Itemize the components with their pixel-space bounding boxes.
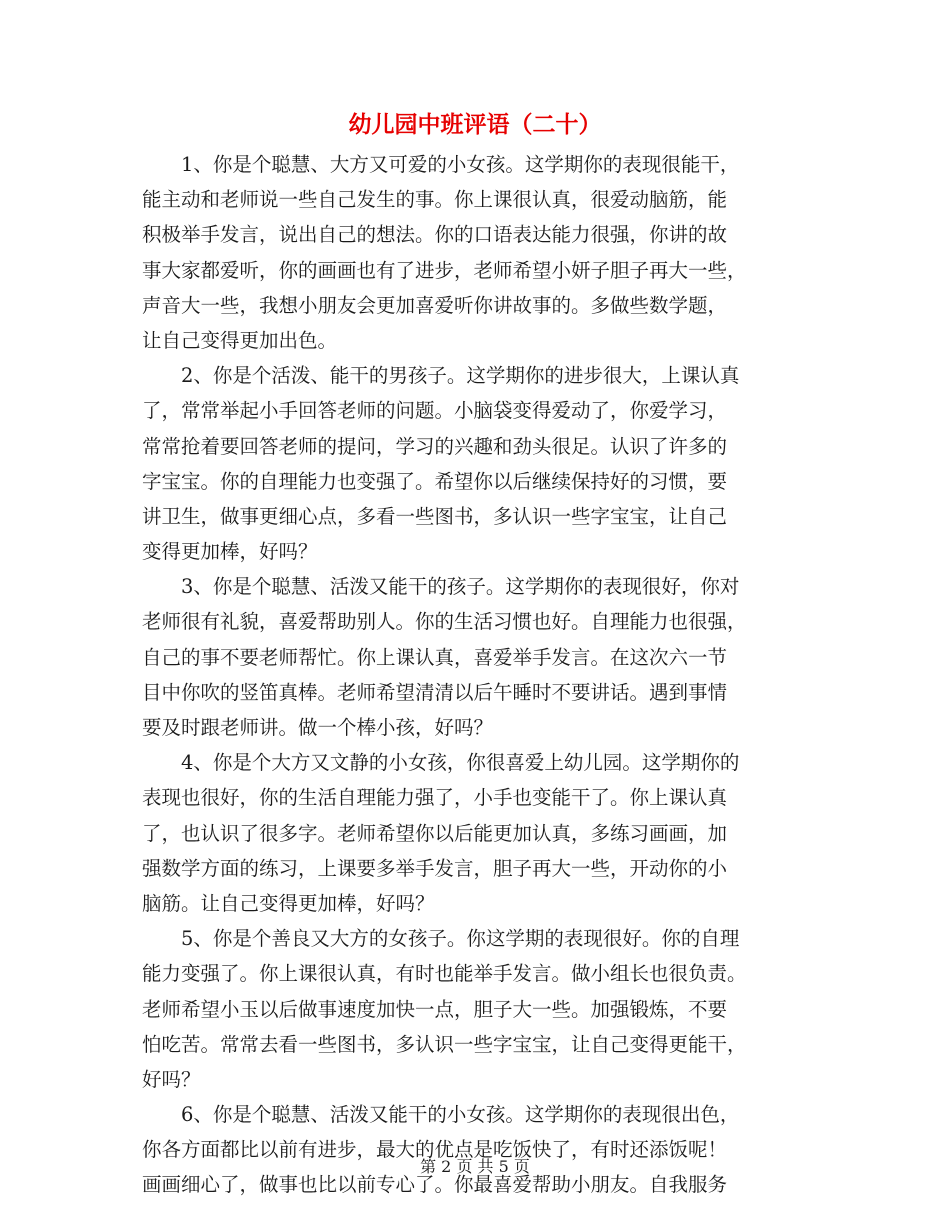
paragraph-line: 表现也很好，你的生活自理能力强了，小手也变能干了。你上课认真: [142, 786, 728, 810]
paragraph-line: 目中你吹的竖笛真棒。老师希望清清以后午睡时不要讲话。遇到事情: [142, 680, 728, 704]
paragraph-line: 好吗？: [142, 1067, 201, 1091]
paragraph-line: 老师很有礼貌，喜爱帮助别人。你的生活习惯也好。自理能力也很强，: [142, 610, 747, 634]
paragraph-1: [142, 147, 808, 358]
paragraph-line: 6、你是个聪慧、活泼又能干的小女孩。这学期你的表现很出色，: [181, 1103, 740, 1127]
paragraph-line: 3、你是个聪慧、活泼又能干的孩子。这学期你的表现很好，你对: [181, 575, 740, 599]
paragraph-line: 1、你是个聪慧、大方又可爱的小女孩。这学期你的表现很能干，: [181, 153, 740, 176]
page-footer: 第 2 页 共 5 页: [420, 1157, 530, 1176]
paragraph-line: 你各方面都比以前有进步，最大的优点是吃饭快了，有时还添饭呢！: [142, 1138, 728, 1162]
paragraph-line: 常常抢着要回答老师的提问，学习的兴趣和劲头很足。认识了许多的: [142, 434, 728, 458]
paragraph-line: 了，也认识了很多字。老师希望你以后能更加认真，多练习画画，加: [142, 821, 728, 845]
paragraph-line: 积极举手发言，说出自己的想法。你的口语表达能力很强，你讲的故: [142, 223, 728, 247]
paragraph-line: 5、你是个善良又大方的女孩子。你这学期的表现很好。你的自理: [181, 927, 740, 951]
paragraph-line: 老师希望小玉以后做事速度加快一点，胆子大一些。加强锻炼，不要: [142, 997, 728, 1021]
paragraph-line: 能主动和老师说一些自己发生的事。你上课很认真，很爱动脑筋，能: [142, 188, 728, 212]
paragraph-line: 声音大一些，我想小朋友会更加喜爱听你讲故事的。多做些数学题，: [142, 293, 728, 317]
paragraph-line: 让自己变得更加出色。: [142, 328, 338, 352]
paragraph-line: 了，常常举起小手回答老师的问题。小脑袋变得爱动了，你爱学习，: [142, 399, 728, 423]
paragraph-6: [142, 1097, 808, 1203]
paragraph-line: 怕吃苦。常常去看一些图书，多认识一些字宝宝，让自己变得更能干，: [142, 1032, 747, 1056]
document-body: [142, 147, 808, 1203]
paragraph-line: 自己的事不要老师帮忙。你上课认真，喜爱举手发言。在这次六一节: [142, 645, 728, 669]
paragraph-line: 讲卫生，做事更细心点，多看一些图书，多认识一些字宝宝，让自己: [142, 504, 728, 528]
paragraph-3: [142, 569, 808, 745]
paragraph-line: 字宝宝。你的自理能力也变强了。希望你以后继续保持好的习惯，要: [142, 469, 728, 493]
paragraph-line: 事大家都爱听，你的画画也有了进步，老师希望小妍子胆子再大一些，: [142, 258, 747, 282]
paragraph-line: 强数学方面的练习，上课要多举手发言，胆子再大一些，开动你的小: [142, 856, 728, 880]
paragraph-4: [142, 745, 808, 921]
paragraph-line: 变得更加棒，好吗？: [142, 540, 318, 564]
paragraph-line: 画画细心了，做事也比以前专心了。你最喜爱帮助小朋友。自我服务: [142, 1173, 728, 1197]
paragraph-line: 能力变强了。你上课很认真，有时也能举手发言。做小组长也很负责。: [142, 962, 747, 986]
paragraph-line: 脑筋。让自己变得更加棒，好吗？: [142, 891, 435, 915]
paragraph-line: 4、你是个大方又文静的小女孩，你很喜爱上幼儿园。这学期你的: [181, 751, 740, 775]
page-title: 幼儿园中班评语（二十）: [348, 111, 602, 138]
paragraph-line: 2、你是个活泼、能干的男孩子。这学期你的进步很大，上课认真: [181, 364, 740, 388]
paragraph-5: [142, 921, 808, 1097]
paragraph-2: [142, 358, 808, 569]
paragraph-line: 要及时跟老师讲。做一个棒小孩，好吗？: [142, 716, 494, 739]
